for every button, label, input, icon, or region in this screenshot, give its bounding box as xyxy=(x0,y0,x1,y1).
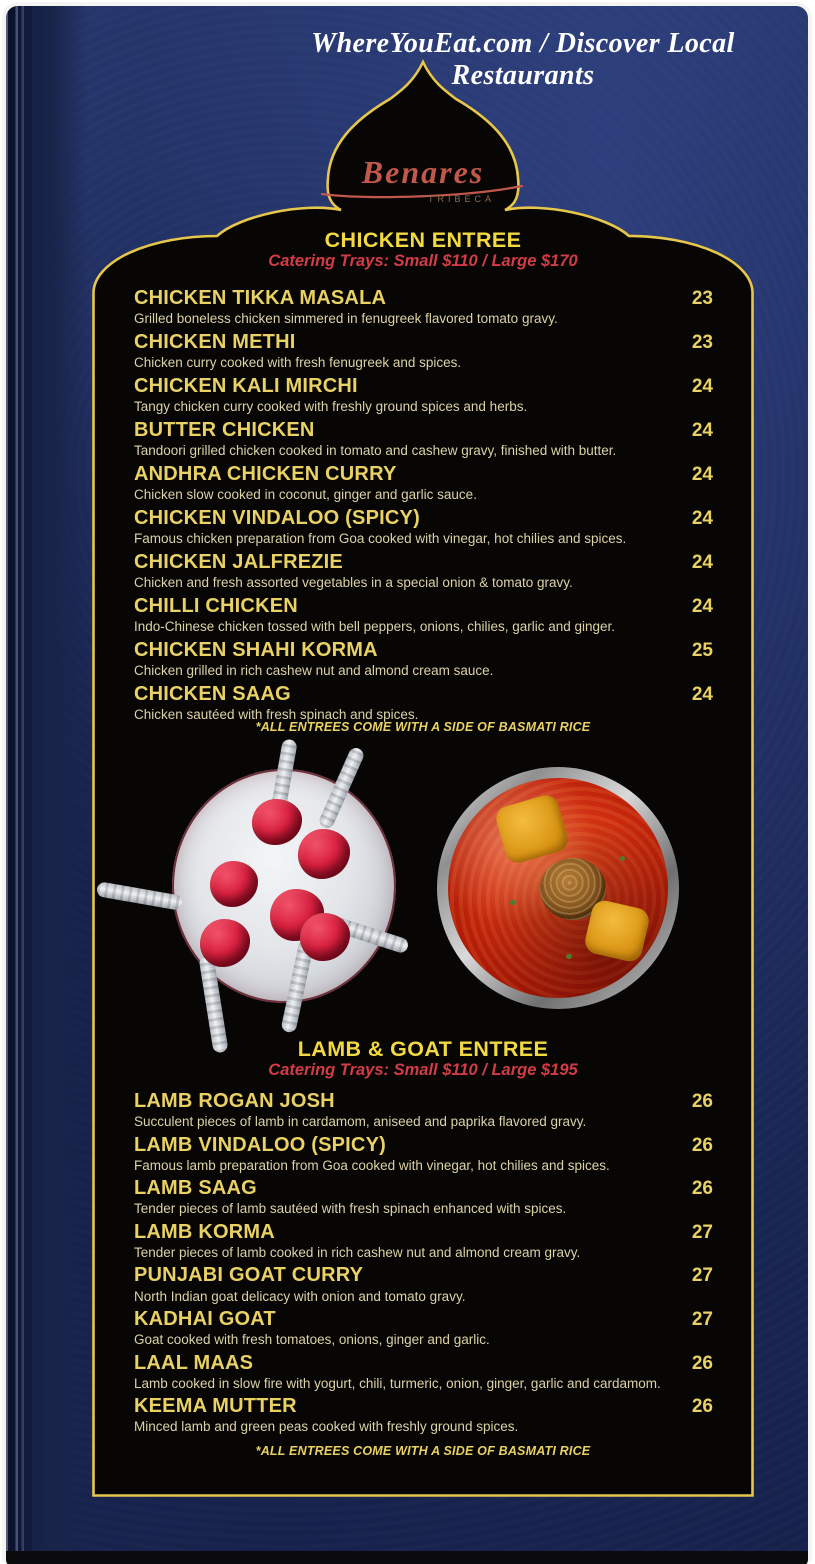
menu-item xyxy=(134,376,713,420)
chicken-items-list xyxy=(134,288,713,728)
menu-item-price: 24 xyxy=(691,684,713,705)
menu-item-name: CHICKEN KALI MIRCHI xyxy=(134,375,358,397)
section-title-lamb-goat: LAMB & GOAT ENTREE xyxy=(297,1037,549,1061)
menu-item-name: CHICKEN JALFREZIE xyxy=(134,551,343,573)
menu-item-name: CHICKEN SAAG xyxy=(134,683,291,705)
menu-item xyxy=(134,332,713,376)
menu-item xyxy=(134,288,713,332)
menu-item-name: CHICKEN VINDALOO (SPICY) xyxy=(134,507,420,529)
menu-item-name: CHICKEN METHI xyxy=(134,331,296,353)
basmati-rice-note: *ALL ENTREES COME WITH A SIDE OF BASMATI RICE xyxy=(255,1444,591,1458)
menu-item-name: CHICKEN TIKKA MASALA xyxy=(134,287,387,309)
menu-item-name: CHICKEN SHAHI KORMA xyxy=(134,639,378,661)
menu-item-description: Grilled boneless chicken simmered in fenugreek flavored tomato gravy. xyxy=(134,311,558,327)
menu-item xyxy=(134,1309,713,1353)
menu-item-description: Goat cooked with fresh tomatoes, onions, ginger and garlic. xyxy=(134,1332,490,1348)
menu-item-price: 25 xyxy=(691,640,713,661)
potato-chunk xyxy=(493,792,571,865)
menu-item-description: Tandoori grilled chicken cooked in tomato and cashew gravy, finished with butter. xyxy=(134,443,617,459)
menu-item-description: Chicken and fresh assorted vegetables in a special onion & tomato gravy. xyxy=(134,575,573,591)
foil-stick xyxy=(317,746,366,831)
menu-item xyxy=(134,1178,713,1222)
menu-item-description: Famous chicken preparation from Goa cooked with vinegar, hot chilies and spices. xyxy=(134,531,627,547)
menu-item xyxy=(134,552,713,596)
catering-info-chicken: Catering Trays: Small $110 / Large $170 xyxy=(268,252,578,270)
menu-item xyxy=(134,420,713,464)
menu-item xyxy=(134,1396,713,1440)
menu-item xyxy=(134,1091,713,1135)
menu-item-description: Chicken sautéed with fresh spinach and spices. xyxy=(134,707,419,723)
menu-item-price: 26 xyxy=(691,1134,713,1156)
menu-item xyxy=(134,640,713,684)
menu-item-description: Tender pieces of lamb sautéed with fresh spinach enhanced with spices. xyxy=(134,1201,567,1217)
menu-item-description: Lamb cooked in slow fire with yogurt, chili, turmeric, onion, ginger, garlic and cardamom. xyxy=(134,1375,661,1391)
menu-item-name: CHILLI CHICKEN xyxy=(134,595,298,617)
menu-item-name: KEEMA MUTTER xyxy=(134,1395,297,1418)
menu-item-price: 26 xyxy=(691,1396,713,1418)
section-title-chicken: CHICKEN ENTREE xyxy=(324,228,522,252)
chicken-lollipop xyxy=(252,799,302,845)
potato-chunk xyxy=(583,898,652,964)
menu-item-price: 27 xyxy=(691,1308,713,1330)
herb-garnish xyxy=(620,856,625,861)
menu-item xyxy=(134,1135,713,1179)
menu-item xyxy=(134,1353,713,1397)
photo-tandoori-chicken-lollipops xyxy=(172,769,396,1003)
menu-item-price: 26 xyxy=(691,1178,713,1200)
menu-item-name: PUNJABI GOAT CURRY xyxy=(134,1264,364,1287)
foil-stick xyxy=(96,881,183,911)
menu-item xyxy=(134,508,713,552)
menu-item xyxy=(134,1265,713,1309)
menu-spine-edge xyxy=(6,6,88,1554)
menu-item xyxy=(134,596,713,640)
menu-item xyxy=(134,464,713,508)
menu-item-price: 26 xyxy=(691,1091,713,1112)
menu-item-description: Chicken curry cooked with fresh fenugreek and spices. xyxy=(134,355,462,371)
menu-item-price: 24 xyxy=(691,508,713,529)
menu-item-name: KADHAI GOAT xyxy=(134,1307,276,1330)
catering-info-lamb-goat: Catering Trays: Small $110 / Large $195 xyxy=(268,1061,578,1079)
menu-item-description: Tangy chicken curry cooked with freshly ground spices and herbs. xyxy=(134,399,528,415)
menu-item-description: Tender pieces of lamb cooked in rich cashew nut and almond cream gravy. xyxy=(134,1244,581,1260)
photo-curry-bowl xyxy=(437,767,679,1009)
menu-item-price: 23 xyxy=(691,332,713,353)
menu-item-price: 24 xyxy=(691,552,713,573)
restaurant-logo: Benares xyxy=(361,154,485,190)
menu-item-price: 27 xyxy=(691,1265,713,1287)
menu-item-description: Minced lamb and green peas cooked with freshly ground spices. xyxy=(134,1419,519,1435)
menu-item-price: 24 xyxy=(691,376,713,397)
site-banner: WhereYouEat.com / Discover Local Restaurants xyxy=(311,28,735,91)
menu-item-price: 27 xyxy=(691,1221,713,1243)
lamb-goat-items-list xyxy=(134,1091,713,1440)
menu-item-description: Famous lamb preparation from Goa cooked with vinegar, hot chilies and spices. xyxy=(134,1157,610,1173)
menu-item-name: LAAL MAAS xyxy=(134,1351,254,1374)
menu-item-name: LAMB VINDALOO (SPICY) xyxy=(134,1133,386,1156)
photo-bottom-edge xyxy=(6,1551,808,1564)
menu-item-description: Chicken slow cooked in coconut, ginger and garlic sauce. xyxy=(134,487,477,503)
menu-item-price: 24 xyxy=(691,596,713,617)
menu-item-price: 24 xyxy=(691,420,713,441)
chicken-lollipop xyxy=(210,861,258,907)
curry-gravy xyxy=(448,778,668,998)
menu-item-name: LAMB KORMA xyxy=(134,1220,275,1243)
menu-item-name: ANDHRA CHICKEN CURRY xyxy=(134,463,397,485)
menu-item-name: LAMB ROGAN JOSH xyxy=(134,1090,335,1112)
restaurant-location: TRIBECA xyxy=(427,194,495,204)
menu-item-description: North Indian goat delicacy with onion and tomato gravy. xyxy=(134,1288,466,1304)
menu-item-name: BUTTER CHICKEN xyxy=(134,419,315,441)
menu-item-price: 26 xyxy=(691,1352,713,1374)
herb-garnish xyxy=(510,900,516,905)
menu-item-price: 23 xyxy=(691,288,713,309)
menu-item-description: Indo-Chinese chicken tossed with bell peppers, onions, chilies, garlic and ginger. xyxy=(134,619,616,635)
herb-garnish xyxy=(566,954,572,959)
menu-item-name: LAMB SAAG xyxy=(134,1177,257,1200)
menu-item-description: Chicken grilled in rich cashew nut and almond cream sauce. xyxy=(134,663,494,679)
menu-item-description: Succulent pieces of lamb in cardamom, aniseed and paprika flavored gravy. xyxy=(134,1114,587,1130)
menu-card-content xyxy=(91,58,755,1502)
menu-cover xyxy=(2,2,812,1564)
menu-item xyxy=(134,1222,713,1266)
chicken-lollipop xyxy=(200,919,250,967)
basmati-rice-note: *ALL ENTREES COME WITH A SIDE OF BASMATI RICE xyxy=(255,720,591,734)
menu-item-price: 24 xyxy=(691,464,713,485)
chicken-lollipop xyxy=(298,829,350,879)
chicken-lollipop xyxy=(300,913,350,961)
